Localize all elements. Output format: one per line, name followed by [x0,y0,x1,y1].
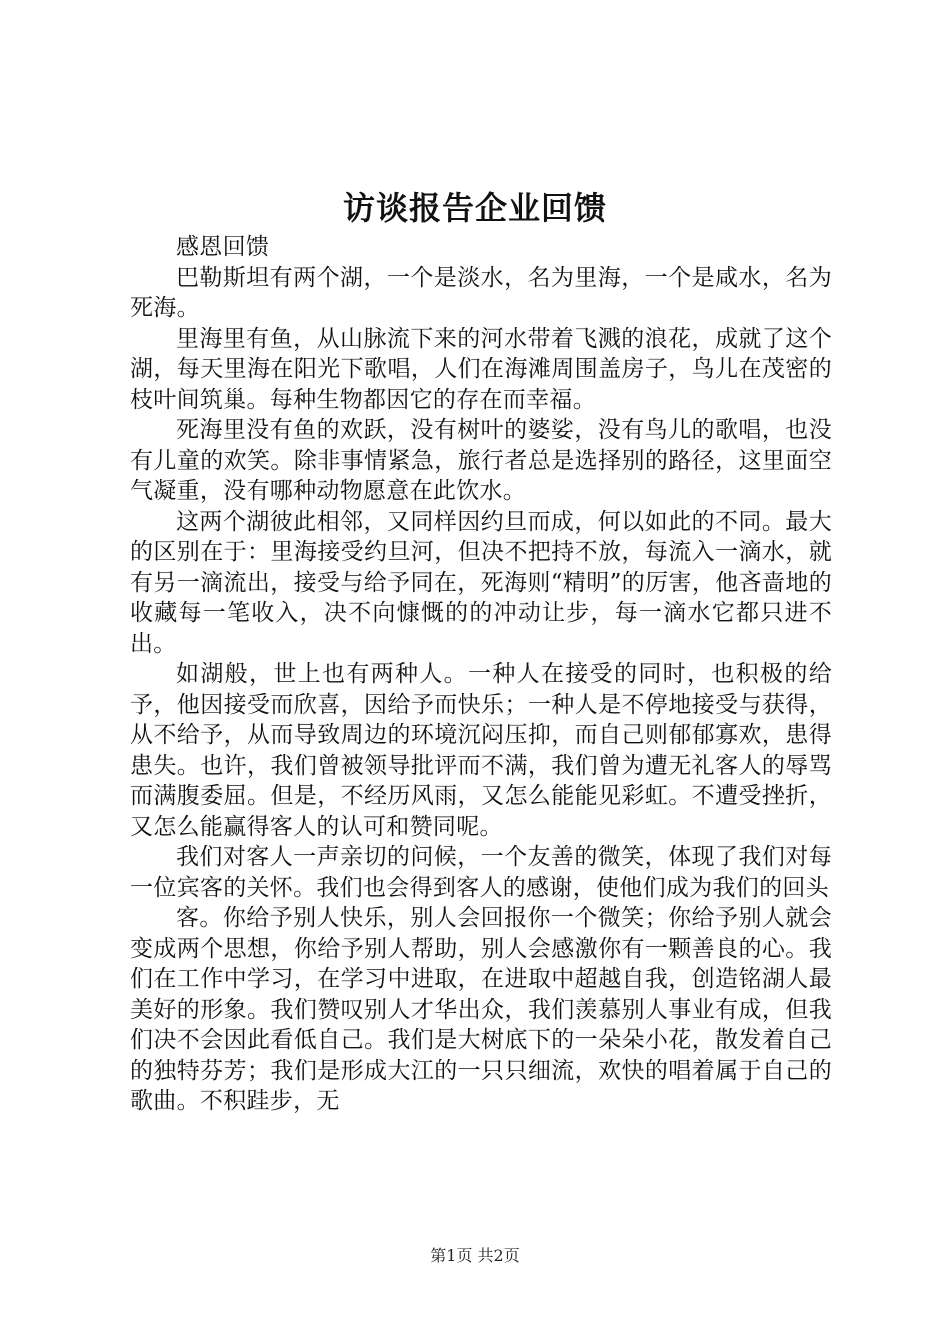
paragraph: 感恩回馈 [176,234,270,260]
paragraph: 巴勒斯坦有两个湖，一个是淡水，名为里海，一个是咸水，名为死海。 [130,264,832,321]
page-number-footer: 第1页 共2页 [430,1246,520,1265]
paragraph: 客。你给予别人快乐，别人会回报你一个微笑；你给予别人就会变成两个思想，你给予别人帮助，别人会感激你有一颗善良的心。我们在工作中学习，在学习中进取，在进取中超越自我，创造铭湖人最美好的形象。我们赞叹别人才华出众，我们羡慕别人事业有成，但我们决不会因此看低自己。我们是大树底下的一朵朵小花，散发着自己的独特芬芳；我们是形成大江的一只只细流，欢快的唱着属于自己的歌曲。不积跬步，无 [130,905,832,1114]
paragraph: 我们对客人一声亲切的问候，一个友善的微笑，体现了我们对每一位宾客的关怀。我们也会得到客人的感谢，使他们成为我们的回头 [130,844,832,901]
paragraph: 这两个湖彼此相邻，又同样因约旦而成，何以如此的不同。最大的区别在于：里海接受约旦河，但决不把持不放，每流入一滴水，就有另一滴流出，接受与给予同在，死海则“精明”的厉害，他吝啬地的收藏每一笔收入，决不向慷慨的的冲动让步，每一滴水它都只进不出。 [130,508,832,657]
paragraph: 死海里没有鱼的欢跃，没有树叶的婆娑，没有鸟儿的歌唱，也没有儿童的欢笑。除非事情紧急，旅行者总是选择别的路径，这里面空气凝重，没有哪种动物愿意在此饮水。 [130,417,832,504]
paragraph: 如湖般，世上也有两种人。一种人在接受的同时，也积极的给予，他因接受而欣喜，因给予而快乐；一种人是不停地接受与获得，从不给予，从而导致周边的环境沉闷压抑，而自己则郁郁寡欢，患得患失。也许，我们曾被领导批评而不满，我们曾为遭无礼客人的辱骂而满腹委屈。但是，不经历风雨，又怎么能能见彩虹。不遭受挫折，又怎么能赢得客人的认可和赞同呢。 [130,661,832,840]
document-body [130,232,832,1117]
paragraph: 里海里有鱼，从山脉流下来的河水带着飞溅的浪花，成就了这个湖，每天里海在阳光下歌唱，人们在海滩周围盖房子，鸟儿在茂密的枝叶间筑巢。每种生物都因它的存在而幸福。 [130,325,832,413]
page-title: 访谈报告企业回馈 [342,189,607,227]
